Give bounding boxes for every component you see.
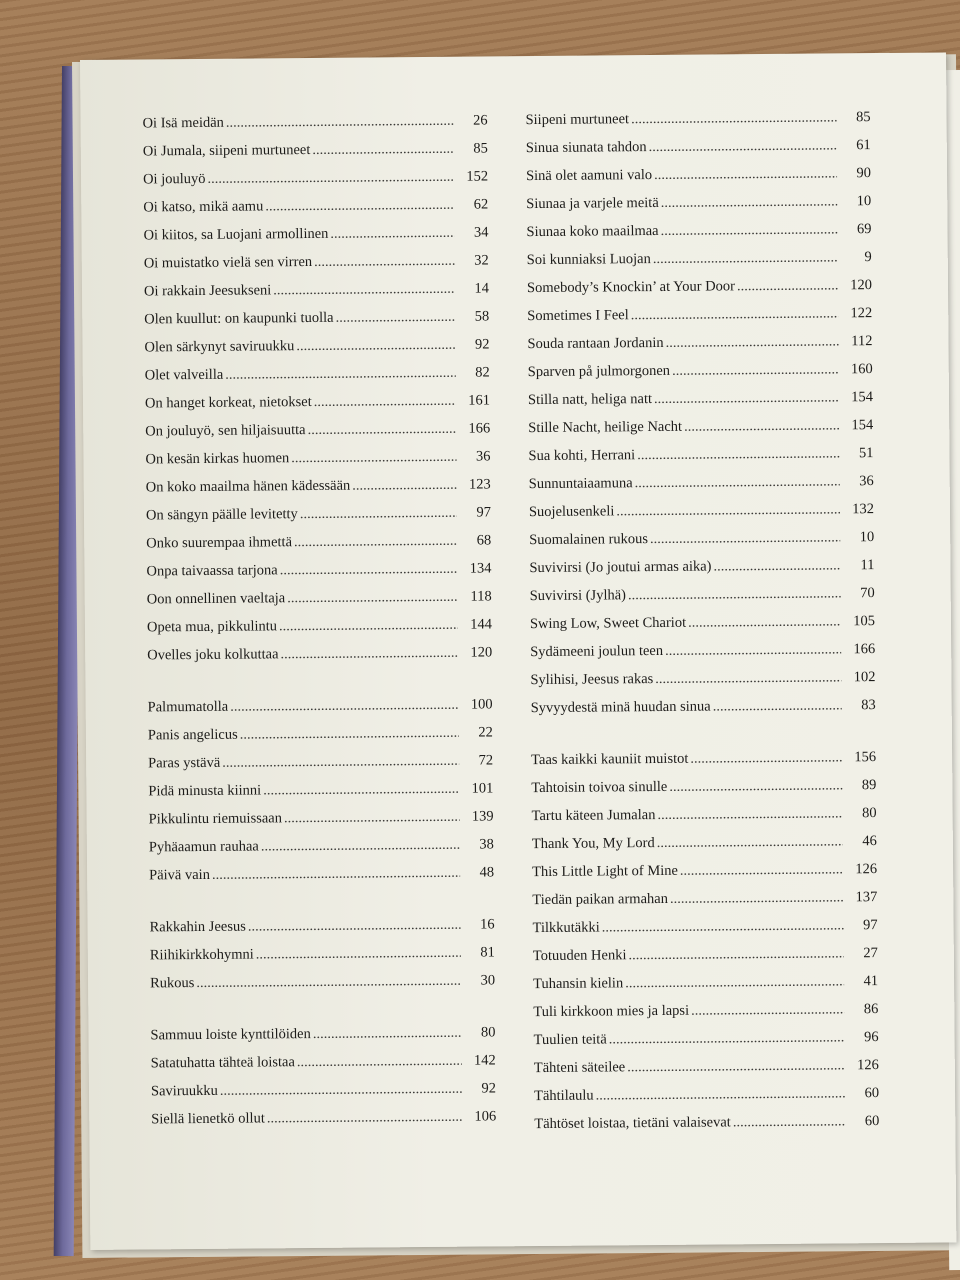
index-section (150, 1024, 496, 1139)
index-entry (527, 305, 872, 336)
index-entry (530, 585, 875, 616)
entry-title: Pikkulintu riemuissaan (148, 810, 283, 828)
entry-page-number: 122 (850, 305, 873, 322)
index-entry (149, 836, 494, 867)
entry-page-number: 48 (479, 864, 495, 881)
dot-leader (207, 169, 454, 188)
entry-page-number: 60 (864, 1113, 880, 1130)
entry-page-number: 32 (474, 252, 489, 269)
dot-leader (352, 477, 457, 495)
dot-leader (733, 1113, 846, 1131)
entry-page-number: 30 (480, 972, 496, 989)
index-entry (145, 448, 490, 479)
entry-page-number: 41 (863, 973, 879, 990)
dot-leader (284, 809, 460, 828)
entry-title: Tuli kirkkoon mies ja lapsi (533, 1002, 690, 1021)
index-entry (146, 504, 491, 535)
index-entry (148, 780, 493, 811)
entry-title: Sometimes I Feel (527, 307, 629, 325)
index-entry (533, 973, 878, 1004)
entry-page-number: 152 (466, 168, 489, 185)
dot-leader (222, 753, 459, 772)
index-entry (530, 641, 875, 672)
entry-title: Päivä vain (149, 866, 210, 884)
entry-page-number: 9 (864, 249, 872, 266)
dot-leader (684, 417, 839, 435)
dot-leader (296, 337, 455, 355)
entry-title: Siellä lienetkö ollut (151, 1110, 265, 1128)
index-entry (527, 249, 872, 280)
entry-page-number: 85 (473, 140, 488, 157)
entry-page-number: 26 (472, 112, 488, 129)
dot-leader (300, 505, 457, 523)
entry-title: Suojelusenkeli (528, 503, 615, 521)
index-entry (150, 944, 495, 975)
index-entry (150, 1024, 495, 1055)
entry-title: On kesän kirkas huomen (145, 450, 290, 468)
dot-leader (261, 837, 460, 856)
entry-page-number: 123 (468, 476, 491, 493)
entry-title: Souda rantaan Jordanin (527, 334, 664, 353)
entry-page-number: 166 (468, 420, 491, 437)
entry-title: Oi muistatko vielä sen virren (143, 253, 313, 272)
entry-page-number: 144 (470, 616, 493, 633)
entry-page-number: 22 (478, 724, 493, 741)
entry-title: Swing Low, Sweet Chariot (529, 614, 687, 633)
index-column-left (142, 112, 496, 1163)
dot-leader (297, 1053, 462, 1071)
entry-page-number: 92 (481, 1080, 497, 1097)
dot-leader (657, 805, 842, 824)
entry-title: Saviruukku (150, 1082, 218, 1100)
entry-title: On sängyn päälle levitetty (145, 506, 298, 524)
entry-title: Palmumatolla (147, 698, 229, 716)
entry-page-number: 72 (478, 752, 494, 769)
index-entry (143, 168, 488, 199)
index-entry (151, 1080, 496, 1111)
index-entry (528, 417, 873, 448)
entry-title: Olen särkynyt saviruukku (144, 338, 295, 356)
index-entry (148, 696, 493, 727)
index-entry (150, 916, 495, 947)
index-entry (146, 560, 491, 591)
index-entry (528, 361, 873, 392)
entry-title: Tiedän paikan armahan (532, 890, 668, 909)
dot-leader (672, 361, 839, 379)
dot-leader (225, 365, 456, 384)
index-entry (528, 389, 873, 420)
entry-title: Onko suurempaa ihmettä (146, 534, 293, 552)
entry-title: This Little Light of Mine (532, 862, 678, 881)
entry-title: Onpa taivaassa tarjona (146, 562, 278, 580)
entry-page-number: 36 (859, 473, 874, 490)
index-entry (143, 196, 488, 227)
entry-page-number: 105 (853, 613, 875, 630)
entry-page-number: 156 (854, 749, 877, 766)
index-entry (148, 724, 493, 755)
index-entry (534, 1057, 879, 1088)
dot-leader (265, 197, 454, 216)
dot-leader (220, 1081, 462, 1100)
index-section (142, 112, 492, 675)
entry-page-number: 112 (851, 333, 873, 350)
entry-title: Siunaa ja varjele meitä (526, 194, 659, 213)
index-entry (144, 280, 489, 311)
dot-leader (291, 449, 456, 467)
entry-page-number: 126 (855, 861, 878, 878)
entry-title: Stille Nacht, heilige Nacht (528, 418, 683, 437)
dot-leader (212, 865, 460, 884)
entry-title: Sua kohti, Herrani (528, 447, 636, 465)
dot-leader (631, 305, 839, 324)
entry-title: Stilla natt, heliga natt (527, 391, 653, 409)
entry-title: Siipeni murtuneet (525, 111, 630, 129)
entry-page-number: 120 (470, 644, 493, 661)
dot-leader (661, 193, 838, 212)
index-entry (533, 917, 878, 948)
entry-page-number: 118 (470, 588, 492, 605)
dot-leader (616, 501, 840, 520)
index-entry (527, 333, 872, 364)
dot-leader (609, 1029, 845, 1048)
entry-title: Olet valveilla (144, 366, 224, 384)
dot-leader (267, 1109, 463, 1128)
dot-leader (312, 141, 454, 159)
entry-title: Tähteni säteilee (533, 1059, 626, 1077)
index-entry (525, 109, 870, 140)
entry-title: On koko maailma hänen kädessään (145, 477, 351, 496)
entry-page-number: 101 (471, 780, 494, 797)
entry-page-number: 70 (860, 585, 875, 602)
dot-leader (628, 945, 844, 964)
dot-leader (294, 533, 457, 551)
index-entry (147, 588, 492, 619)
entry-page-number: 80 (480, 1024, 496, 1041)
entry-title: Oi kiitos, sa Luojani armollinen (143, 225, 329, 244)
entry-page-number: 92 (474, 336, 490, 353)
entry-title: Soi kunniaksi Luojan (526, 251, 651, 269)
dot-leader (654, 389, 839, 408)
entry-page-number: 51 (858, 445, 874, 462)
dot-leader (654, 165, 837, 184)
entry-page-number: 132 (852, 501, 875, 518)
entry-page-number: 61 (856, 137, 871, 154)
entry-title: Oi katso, mikä aamu (143, 198, 264, 216)
index-entry (531, 777, 876, 808)
dot-leader (226, 113, 454, 132)
entry-page-number: 97 (476, 504, 492, 521)
entry-title: Taas kaikki kauniit muistot (531, 750, 689, 769)
index-section (150, 916, 496, 1003)
entry-page-number: 139 (471, 808, 494, 825)
entry-title: Oon onnellinen vaeltaja (146, 590, 286, 608)
index-entry (151, 1108, 496, 1139)
dot-leader (280, 645, 458, 664)
entry-title: Totuuden Henki (532, 947, 627, 965)
index-entry (530, 669, 875, 700)
dot-leader (657, 833, 843, 852)
entry-page-number: 34 (473, 224, 489, 241)
dot-leader (602, 917, 844, 936)
index-entry (149, 808, 494, 839)
entry-title: Tartu käteen Jumalan (531, 807, 656, 825)
entry-page-number: 102 (853, 669, 876, 686)
entry-title: Somebody’s Knockin’ at Your Door (526, 278, 736, 297)
entry-title: Suvivirsi (Jylhä) (529, 587, 627, 605)
index-entry (147, 644, 492, 675)
index-entry (526, 193, 871, 224)
book-page (80, 52, 956, 1250)
entry-page-number: 60 (864, 1085, 880, 1102)
dot-leader (628, 585, 841, 604)
dot-leader (248, 917, 461, 936)
dot-leader (263, 781, 459, 800)
index-entry (533, 945, 878, 976)
index-entry (145, 420, 490, 451)
index-entry (149, 864, 494, 895)
entry-title: Sinä olet aamuni valo (525, 167, 653, 185)
entry-title: Pyhäaamun rauhaa (148, 838, 259, 856)
entry-title: Tuulien teitä (533, 1031, 607, 1049)
index-entry (146, 532, 491, 563)
index-entry (529, 529, 874, 560)
index-entry (145, 392, 490, 423)
entry-page-number: 85 (855, 109, 871, 126)
entry-title: Tähtilaulu (533, 1087, 594, 1105)
entry-page-number: 142 (473, 1052, 496, 1069)
entry-page-number: 83 (861, 697, 876, 714)
dot-leader (669, 777, 842, 796)
entry-title: Oi Isä meidän (142, 114, 224, 132)
dot-leader (335, 309, 455, 327)
entry-title: Oi rakkain Jeesukseni (143, 282, 272, 300)
index-entry (145, 364, 490, 395)
entry-title: Oi jouluyö (142, 170, 206, 188)
index-entry (534, 1113, 879, 1144)
entry-page-number: 36 (475, 448, 491, 465)
entry-title: Thank You, My Lord (531, 835, 655, 853)
entry-title: Siunaa koko maailmaa (526, 222, 659, 241)
index-entry (142, 112, 487, 143)
index-entry (144, 336, 489, 367)
index-entry (528, 445, 873, 476)
dot-leader (649, 137, 837, 156)
dot-leader (653, 249, 838, 268)
index-entry (529, 473, 874, 504)
entry-page-number: 10 (856, 193, 872, 210)
entry-page-number: 126 (856, 1057, 879, 1074)
dot-leader (665, 641, 841, 660)
index-entry (144, 252, 489, 283)
entry-page-number: 62 (473, 196, 489, 213)
entry-page-number: 10 (859, 529, 875, 546)
entry-page-number: 86 (863, 1001, 879, 1018)
entry-page-number: 89 (861, 777, 877, 794)
dot-leader (691, 1001, 844, 1019)
index-entry (531, 749, 876, 780)
index-entry (532, 833, 877, 864)
entry-page-number: 16 (479, 916, 495, 933)
index-entry (534, 1029, 879, 1060)
dot-leader (596, 1085, 846, 1104)
entry-page-number: 68 (476, 532, 492, 549)
entry-page-number: 81 (480, 944, 495, 961)
dot-leader (307, 421, 456, 439)
index-entry (531, 697, 876, 728)
entry-title: Syvyydestä minä huudan sinua (530, 698, 711, 717)
dot-leader (631, 109, 837, 128)
entry-title: Opeta mua, pikkulintu (146, 618, 278, 636)
entry-page-number: 154 (851, 417, 874, 434)
dot-leader (196, 973, 461, 992)
dot-leader (279, 617, 458, 636)
entry-title: Ovelles joku kolkuttaa (147, 646, 279, 664)
entry-page-number: 160 (850, 361, 873, 378)
entry-title: Suvivirsi (Jo joutui armas aika) (529, 558, 712, 577)
dot-leader (637, 445, 839, 464)
dot-leader (680, 861, 843, 879)
entry-title: Pidä minusta kiinni (148, 782, 262, 800)
entry-page-number: 38 (479, 836, 494, 853)
entry-page-number: 134 (469, 560, 492, 577)
dot-leader (737, 277, 838, 295)
entry-page-number: 14 (474, 280, 490, 297)
dot-leader (627, 1057, 845, 1076)
dot-leader (230, 697, 459, 716)
dot-leader (690, 749, 842, 767)
dot-leader (280, 561, 458, 580)
index-entry (143, 140, 488, 171)
index-entry (150, 972, 495, 1003)
index-entry (532, 805, 877, 836)
dot-leader (256, 945, 461, 964)
index-entry (532, 889, 877, 920)
index-entry (151, 1052, 496, 1083)
entry-page-number: 106 (474, 1108, 497, 1125)
dot-leader (650, 529, 840, 548)
entry-page-number: 46 (862, 833, 877, 850)
dot-leader (314, 393, 456, 411)
entry-page-number: 80 (862, 805, 877, 822)
entry-page-number: 82 (475, 364, 490, 381)
entry-title: Sunnuntaiaamuna (528, 475, 633, 493)
index-entry (146, 476, 491, 507)
entry-title: Rakkahin Jeesus (149, 918, 246, 936)
index-column-right (525, 109, 879, 1168)
dot-leader (713, 557, 840, 575)
entry-page-number: 11 (860, 557, 875, 574)
entry-page-number: 154 (851, 389, 874, 406)
index-entry (148, 752, 493, 783)
entry-title: Olen kuullut: on kaupunki tuolla (144, 309, 334, 328)
entry-title: Paras ystävä (148, 754, 221, 772)
index-entry (143, 224, 488, 255)
dot-leader (313, 1025, 462, 1043)
entry-page-number: 97 (863, 917, 878, 934)
entry-page-number: 100 (470, 696, 493, 713)
entry-title: Sydämeeni joulun teen (530, 642, 664, 661)
dot-leader (273, 281, 455, 300)
index-entry (526, 137, 871, 168)
dot-leader (635, 473, 840, 492)
index-entry (526, 165, 871, 196)
entry-title: On jouluyö, sen hiljaisuutta (145, 422, 306, 440)
entry-page-number: 69 (856, 221, 872, 238)
entry-page-number: 166 (853, 641, 876, 658)
dot-leader (240, 725, 459, 744)
entry-title: Sinua siunata tahdon (525, 139, 647, 157)
dot-leader (661, 221, 838, 240)
entry-title: Sylihisi, Jeesus rakas (530, 671, 654, 689)
entry-page-number: 96 (863, 1029, 879, 1046)
entry-page-number: 137 (855, 889, 878, 906)
index-entry (529, 501, 874, 532)
entry-title: Tahtoisin toivoa sinulle (531, 778, 668, 797)
entry-page-number: 161 (468, 392, 491, 409)
index-entry (529, 557, 874, 588)
entry-title: Sammuu loiste kynttilöiden (150, 1026, 311, 1044)
entry-title: Satatuhatta tähteä loistaa (150, 1054, 295, 1072)
index-entry (533, 1001, 878, 1032)
dot-leader (655, 669, 841, 688)
entry-title: On hanget korkeat, nietokset (144, 393, 312, 412)
index-entry (526, 221, 871, 252)
entry-page-number: 58 (474, 308, 490, 325)
dot-leader (625, 973, 844, 992)
index-entry (530, 613, 875, 644)
index-section (531, 749, 879, 1144)
entry-title: Rukous (149, 975, 195, 992)
entry-page-number: 27 (863, 945, 878, 962)
index-entry (534, 1085, 879, 1116)
entry-title: Tähtöset loistaa, tietäni valaisevat (534, 1114, 731, 1133)
entry-title: Panis angelicus (147, 726, 238, 744)
dot-leader (287, 589, 458, 607)
entry-title: Tuhansin kielin (533, 975, 624, 993)
dot-leader (666, 333, 839, 352)
index-entry (144, 308, 489, 339)
entry-title: Sparven på julmorgonen (527, 362, 671, 381)
entry-title: Oi Jumala, siipeni murtuneet (142, 141, 311, 160)
entry-page-number: 90 (856, 165, 872, 182)
entry-page-number: 120 (850, 277, 873, 294)
index-entry (147, 616, 492, 647)
index-entry (532, 861, 877, 892)
entry-title: Riihikirkkohymni (149, 946, 254, 964)
dot-leader (670, 889, 844, 908)
dot-leader (314, 253, 455, 271)
dot-leader (330, 225, 454, 243)
index-section (148, 696, 495, 895)
index-entry (527, 277, 872, 308)
dot-leader (688, 613, 841, 631)
index-section (525, 109, 875, 728)
entry-title: Suomalainen rukous (529, 531, 649, 549)
entry-title: Tilkkutäkki (532, 919, 600, 937)
dot-leader (713, 697, 842, 715)
